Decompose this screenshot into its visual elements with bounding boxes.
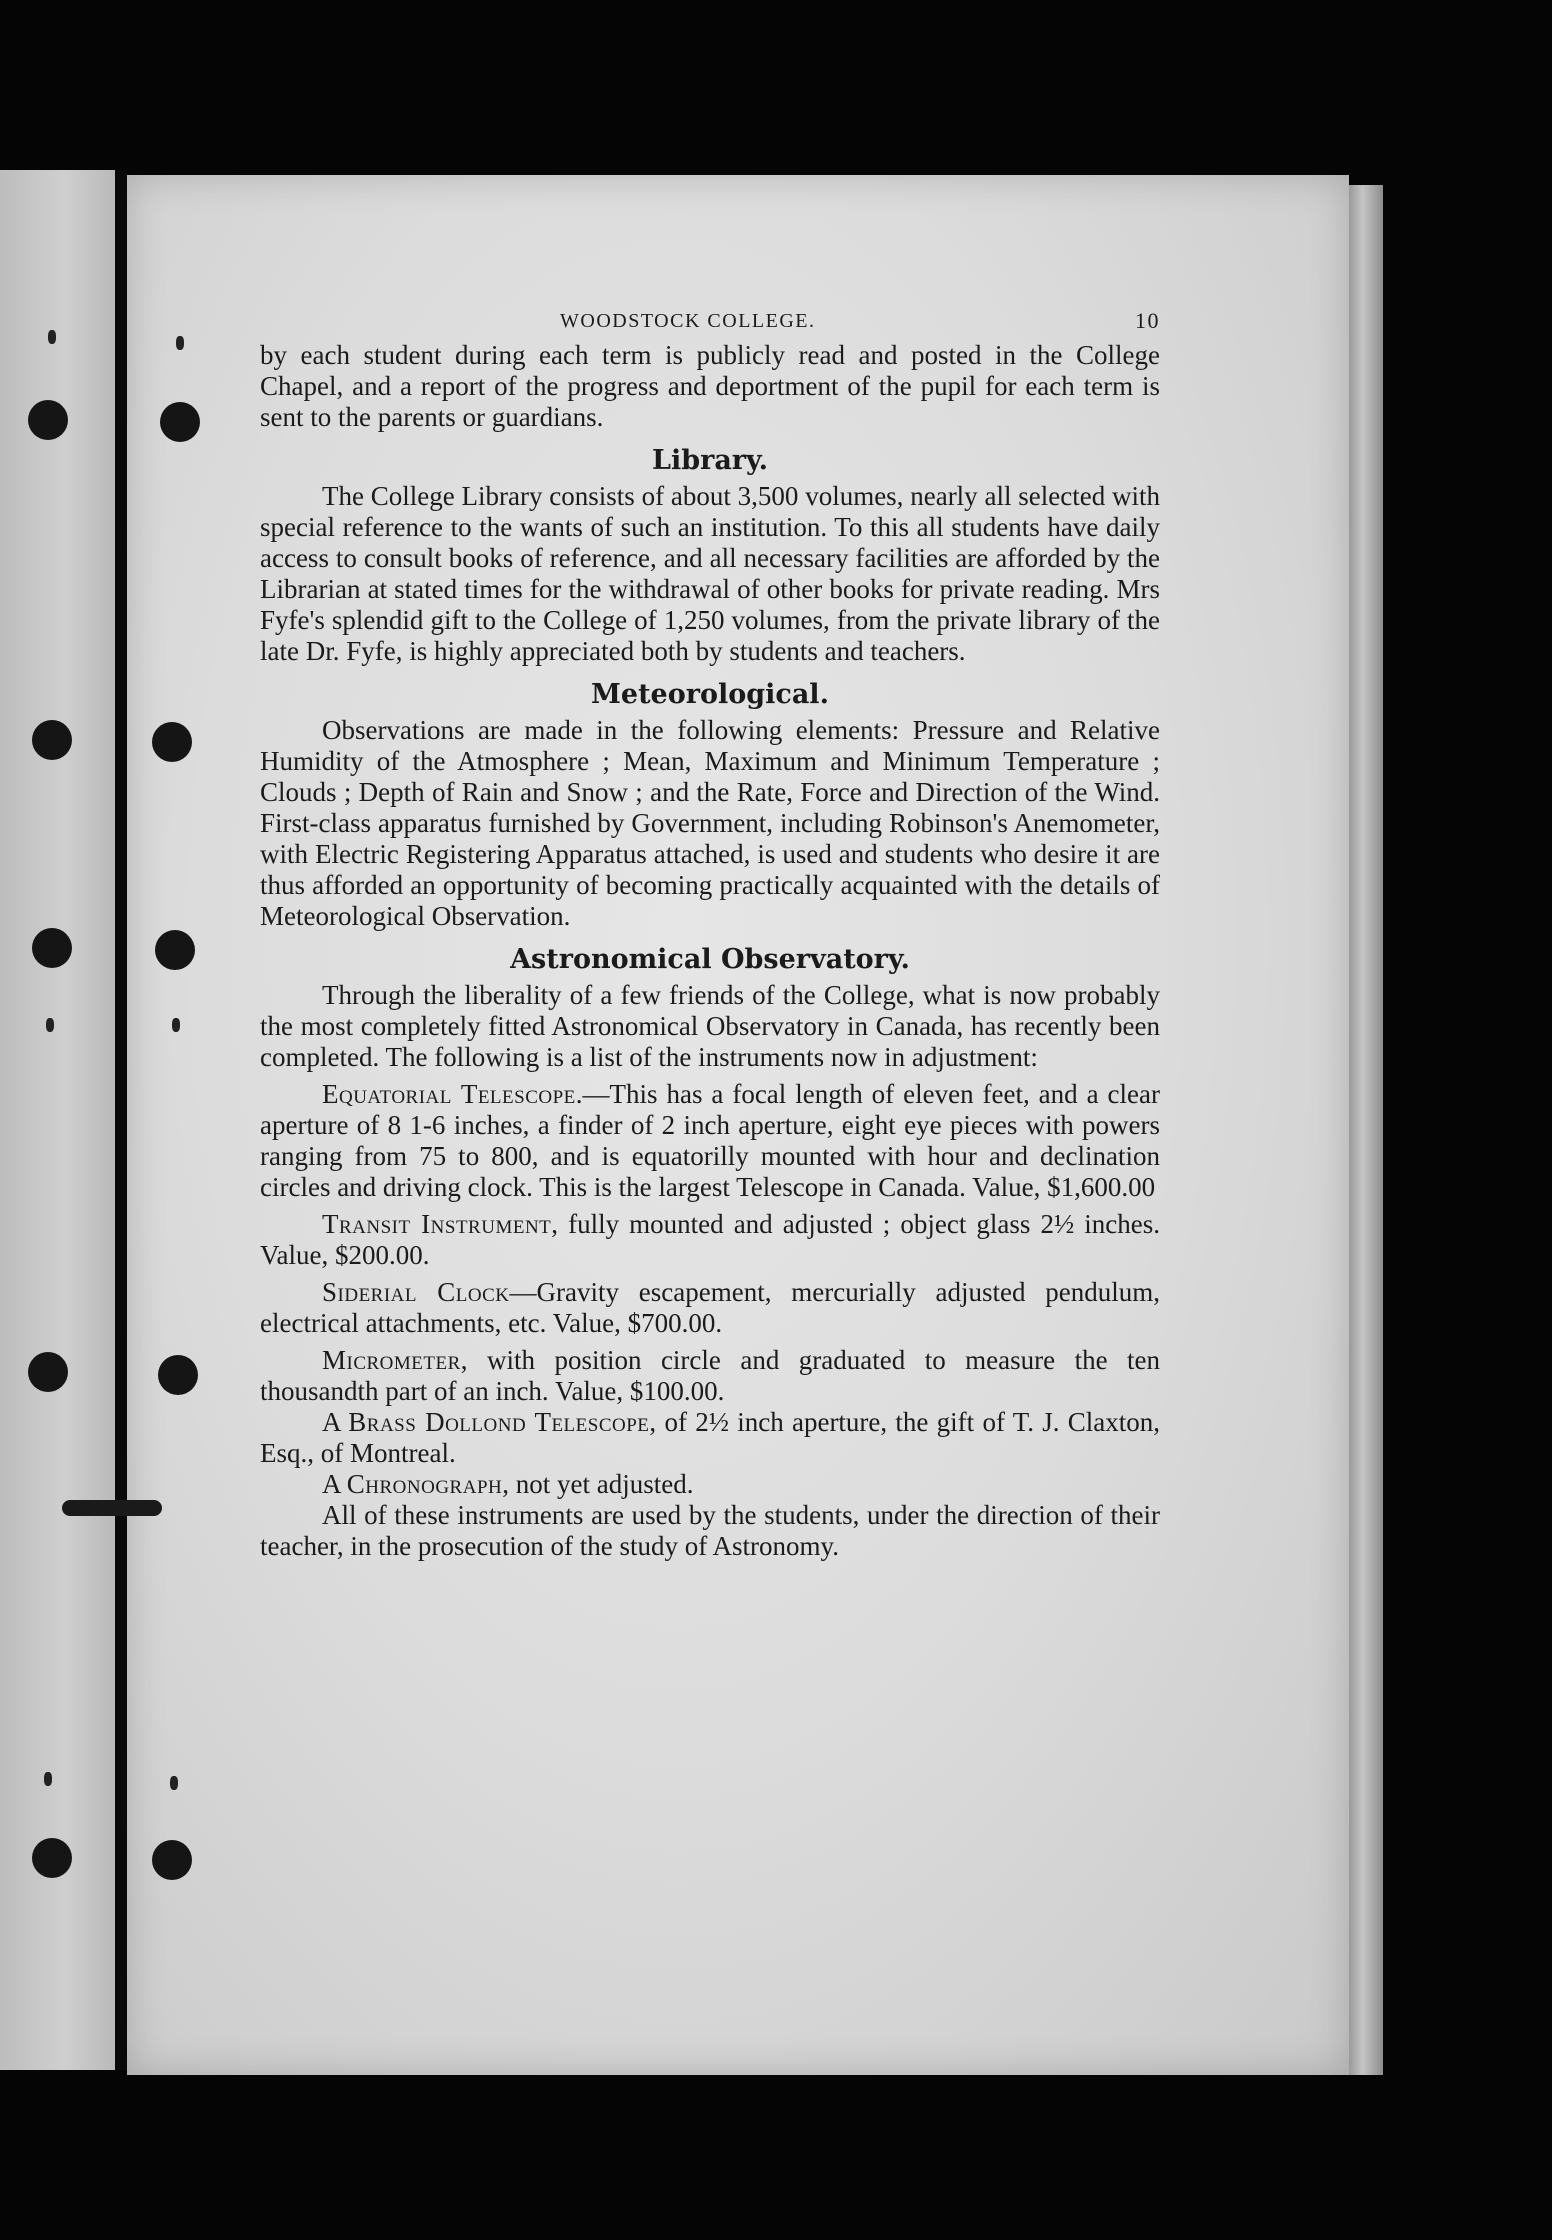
observatory-intro: Through the liberality of a few friends of the College, what is now probably the most completely fitted Astronomical Observatory in Canada, has recently been completed. The following is a list of the instruments now in adjustment: [260, 980, 1160, 1072]
instrument-description: , fully mounted and adjusted ; object glass 2½ inches. Value, $200.00. [260, 1209, 1160, 1270]
binding-hole [32, 720, 72, 760]
binding-mark [48, 330, 56, 344]
instrument-prefix: A [322, 1407, 349, 1437]
instrument-name: Micrometer [322, 1345, 461, 1375]
binding-hole [32, 1838, 72, 1878]
instrument-item [260, 1209, 1160, 1271]
instrument-item [260, 1079, 1160, 1203]
instrument-description: .—This has a focal length of eleven feet, and a clear aperture of 8 1-6 inches, a finder of 2 inch aperture, eight eye pieces with powers ranging from 75 to 800, and is equatorilly mounted with hour and declination circles and driving clock. This is the largest Telescope in Canada. Value, $1,600.00 [260, 1079, 1160, 1202]
binding-mark [44, 1772, 52, 1786]
meteorological-paragraph: Observations are made in the following elements: Pressure and Relative Humidity of the Atmosphere ; Mean, Maximum and Minimum Temperature ; Clouds ; Depth of Rain and Snow ; and the Rate, Force and Direction of the Wind. First-class apparatus furnished by Government, including Robinson's Anemometer, with Electric Registering Apparatus attached, is used and students who desire it are thus afforded an opportunity of becoming practically acquainted with the details of Meteorological Observation. [260, 715, 1160, 931]
left-page-edge [0, 170, 118, 2070]
binding-hole [28, 400, 68, 440]
binding-hole [160, 402, 200, 442]
instrument-item [260, 1345, 1160, 1407]
binding-mark [176, 336, 184, 350]
meteorological-heading: Meteorological. [591, 679, 829, 710]
instrument-name: Siderial Clock [322, 1277, 510, 1307]
instrument-name: Transit Instrument [322, 1209, 552, 1239]
intro-paragraph: by each student during each term is publicly read and posted in the College Chapel, and a report of the progress and deportment of the pupil for each term is sent to the parents or guardians. [260, 340, 1160, 432]
binding-hole [32, 928, 72, 968]
library-paragraph: The College Library consists of about 3,500 volumes, nearly all selected with special reference to the wants of such an institution. To this all students have daily access to consult books of reference, and all necessary facilities are afforded by the Librarian at stated times for the withdrawal of other books for private reading. Mrs Fyfe's splendid gift to the College of 1,250 volumes, from the private library of the late Dr. Fyfe, is highly appreciated both by students and teachers. [260, 481, 1160, 666]
binding-mark [172, 1018, 180, 1032]
binding-hole [28, 1352, 68, 1392]
binding-gutter [115, 170, 127, 2070]
instrument-item [260, 1469, 1160, 1500]
instrument-name: Brass Dollond Telescope [348, 1407, 650, 1437]
instrument-description: , not yet adjusted. [502, 1469, 694, 1499]
instrument-description: , of 2½ inch aperture, the gift of T. J. Claxton, Esq., of Montreal. [260, 1407, 1161, 1468]
instrument-item [260, 1407, 1160, 1469]
instrument-prefix: A [322, 1469, 347, 1499]
binding-mark [46, 1018, 54, 1032]
binding-hole [152, 1840, 192, 1880]
page-number: 10 [1135, 308, 1160, 333]
library-heading: Library. [651, 445, 769, 476]
binding-hole [158, 1355, 198, 1395]
page-content [260, 300, 1160, 1562]
instrument-name: Chronograph [346, 1469, 503, 1499]
running-head [260, 300, 1160, 340]
running-title: WOODSTOCK COLLEGE. [560, 310, 816, 332]
binding-mark [170, 1776, 178, 1790]
binding-hole [152, 722, 192, 762]
binding-hole [155, 930, 195, 970]
instrument-item [260, 1277, 1160, 1339]
instrument-description: —Gravity escapement, mercurially adjusted pendulum, electrical attachments, etc. Value, $700.00. [260, 1277, 1161, 1338]
page-stack-edge [1349, 185, 1383, 2075]
binding-clip [62, 1500, 162, 1516]
instrument-name: Equatorial Telescope [322, 1079, 576, 1109]
closing-paragraph: All of these instruments are used by the students, under the direction of their teacher, in the prosecution of the study of Astronomy. [260, 1500, 1160, 1561]
instrument-description: , with position circle and graduated to measure the ten thousandth part of an inch. Value, $100.00. [260, 1345, 1160, 1406]
observatory-heading: Astronomical Observatory. [510, 944, 910, 975]
